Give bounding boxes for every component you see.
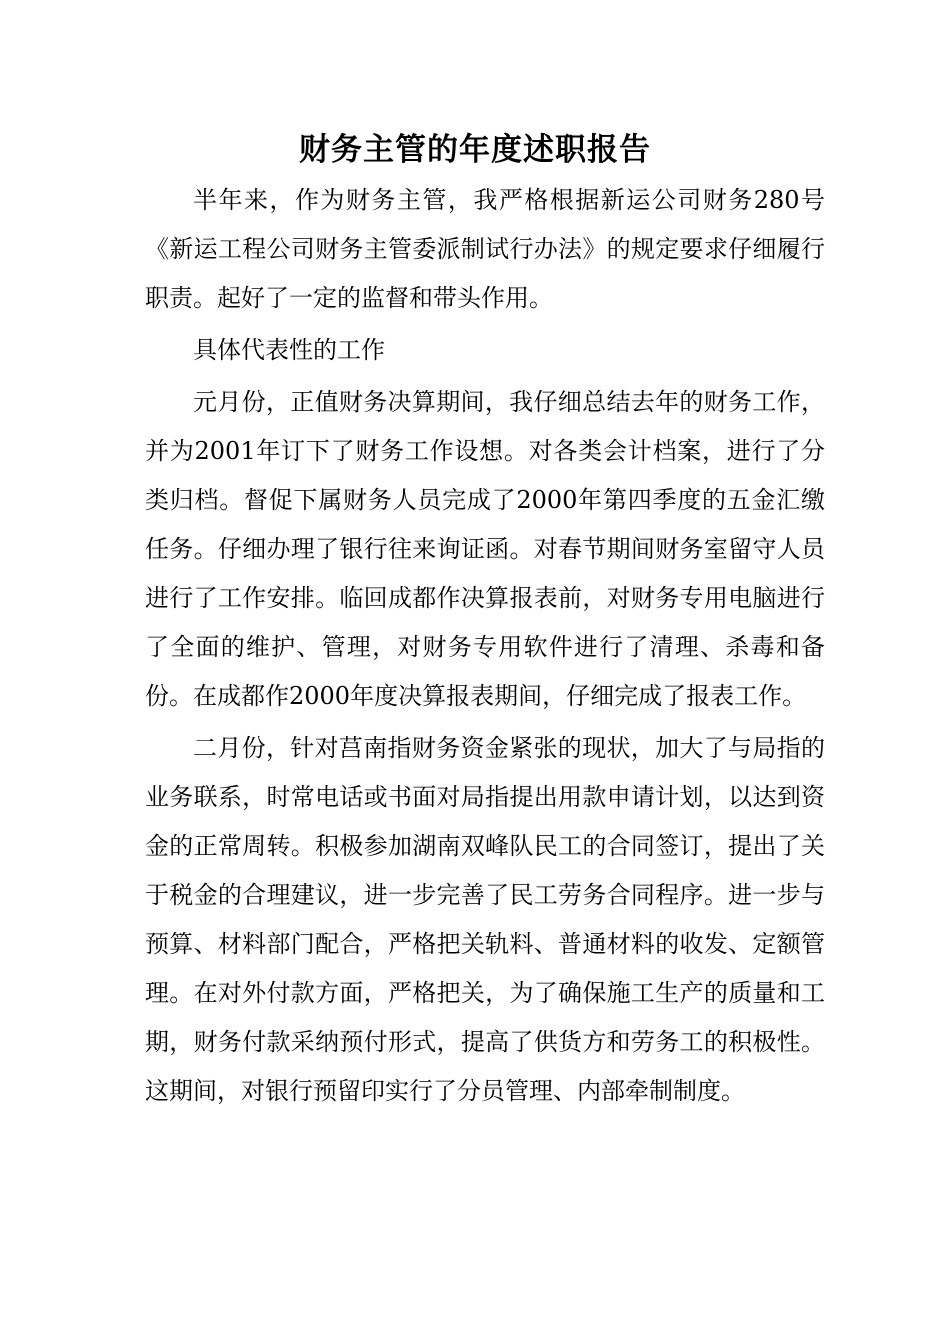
paragraph-february: 二月份，针对莒南指财务资金紧张的现状，加大了与局指的业务联系，时常电话或书面对局指提出用款申请计划，以达到资金的正常周转。积极参加湖南双峰队民工的合同签订，提出了关于税金的合理建议，进一步完善了民工劳务合同程序。进一步与预算、材料部门配合，严格把关轨料、普通材料的收发、定额管理。在对外付款方面，严格把关，为了确保施工生产的质量和工期，财务付款采纳预付形式，提高了供货方和劳务工的积极性。这期间，对银行预留印实行了分员管理、内部牵制制度。 — [145, 734, 825, 1105]
document-title: 财务主管的年度述职报告 — [299, 132, 651, 168]
paragraph-january: 元月份，正值财务决算期间，我仔细总结去年的财务工作，并为2001年订下了财务工作设想。对各类会计档案，进行了分类归档。督促下属财务人员完成了2000年第四季度的五金汇缴任务。仔细办理了银行往来询证函。对春节期间财务室留守人员进行了工作安排。临回成都作决算报表前，对财务专用电脑进行了全面的维护、管理，对财务专用软件进行了清理、杀毒和备份。在成都作2000年度决算报表期间，仔细完成了报表工作。 — [145, 388, 825, 710]
paragraph-section-heading: 具体代表性的工作 — [193, 336, 385, 364]
document-body — [145, 176, 825, 1116]
paragraph-intro: 半年来，作为财务主管，我严格根据新运公司财务280号《新运工程公司财务主管委派制试行办法》的规定要求仔细履行职责。起好了一定的监督和带头作用。 — [145, 186, 825, 312]
